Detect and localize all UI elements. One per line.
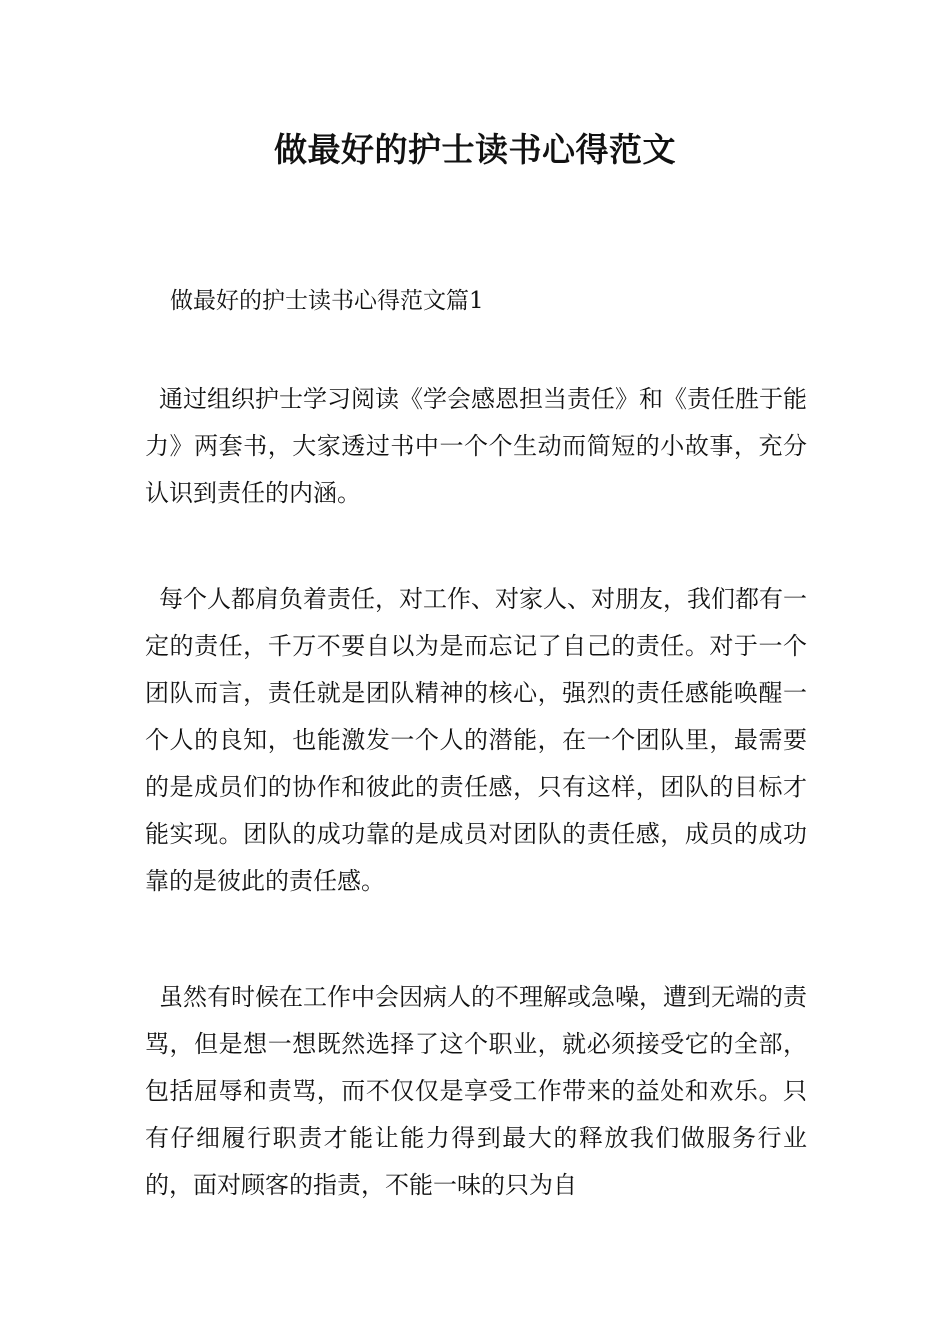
paragraph-2: 每个人都肩负着责任，对工作、对家人、对朋友，我们都有一定的责任，千万不要自以为是而忘记了自己的责任。对于一个团队而言，责任就是团队精神的核心，强烈的责任感能唤醒一个人的良知，也能激发一个人的潜能，在一个团队里，最需要的是成员们的协作和彼此的责任感，只有这样，团队的目标才能实现。团队的成功靠的是成员对团队的责任感，成员的成功靠的是彼此的责任感。 (145, 585, 807, 895)
section-heading: 做最好的护士读书心得范文篇1 (170, 288, 484, 314)
paragraph-1: 通过组织护士学习阅读《学会感恩担当责任》和《责任胜于能力》两套书，大家透过书中一个个生动而简短的小故事，充分认识到责任的内涵。 (145, 385, 807, 507)
paragraph-3: 虽然有时候在工作中会因病人的不理解或急噪，遭到无端的责骂，但是想一想既然选择了这个职业，就必须接受它的全部，包括屈辱和责骂，而不仅仅是享受工作带来的益处和欢乐。只有仔细履行职责才能让能力得到最大的释放我们做服务行业的，面对顾客的指责，不能一味的只为自 (145, 983, 807, 1199)
document-title: 做最好的护士读书心得范文 (274, 130, 676, 169)
